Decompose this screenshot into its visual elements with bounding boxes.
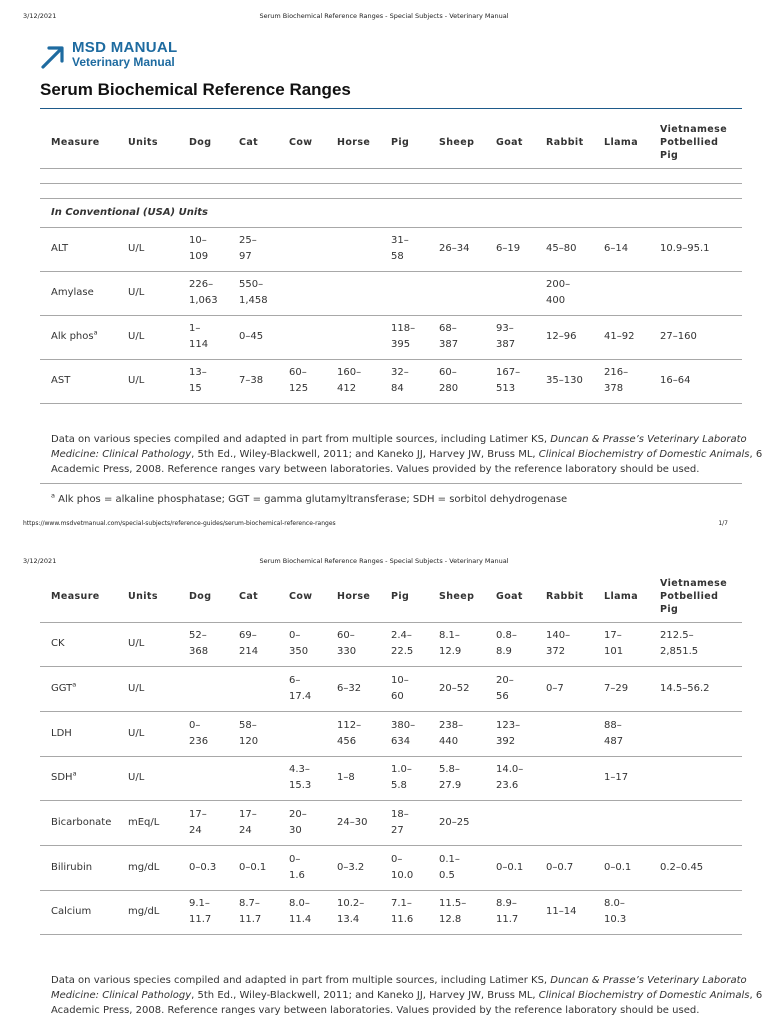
col-header-vpp-line1: Vietnamese <box>660 123 728 135</box>
footnote-marker: a <box>93 328 98 337</box>
source-note-text: Academic Press, 2008. Reference ranges vary between laboratories. Values provided by the reference laboratory should be used. <box>51 464 700 475</box>
cell-units: U/L <box>124 667 185 712</box>
cell-dog: 0–0.3 <box>185 845 235 890</box>
source-note-text: Data on various species compiled and adapted in part from multiple sources, including Latimer KS, <box>51 975 551 986</box>
cell-goat: 14.0– 23.6 <box>492 756 542 801</box>
table-row <box>40 271 742 315</box>
cell-vpp: 14.5–56.2 <box>656 667 742 712</box>
cell-goat: 20– 56 <box>492 667 542 712</box>
cell-rabbit: 140– 372 <box>542 622 600 667</box>
cell-vpp: 16–64 <box>656 359 742 403</box>
source-note-text: Data on various species compiled and adapted in part from multiple sources, including Latimer KS, <box>51 434 551 445</box>
cell-units: mg/dL <box>124 845 185 890</box>
cell-units: U/L <box>124 315 185 359</box>
col-header-dog: Dog <box>185 117 235 168</box>
cell-rabbit <box>542 756 600 801</box>
cell-cat: 25– 97 <box>235 227 285 271</box>
table-row <box>40 801 742 846</box>
cell-measure: Alk phos$^a$ <box>40 315 124 359</box>
cell-rabbit <box>542 711 600 756</box>
col-header-vpp-line3: Pig <box>660 603 679 615</box>
cell-dog: 17– 24 <box>185 801 235 846</box>
footnote-divider <box>40 483 742 484</box>
cell-horse: 24–30 <box>333 801 387 846</box>
cell-goat: 8.9– 11.7 <box>492 890 542 935</box>
cell-measure: LDH <box>40 711 124 756</box>
col-header-goat: Goat <box>492 571 542 622</box>
cell-horse <box>333 227 387 271</box>
cell-cat: 7–38 <box>235 359 285 403</box>
col-header-vpp-line1: Vietnamese <box>660 577 728 589</box>
cell-vpp <box>656 711 742 756</box>
cell-measure: CK <box>40 622 124 667</box>
cell-dog <box>185 667 235 712</box>
cell-goat: 123– 392 <box>492 711 542 756</box>
section-label: In Conventional (USA) Units <box>40 198 742 227</box>
footnote-marker: a <box>72 770 77 779</box>
cell-pig: 10– 60 <box>387 667 435 712</box>
cell-horse: 160– 412 <box>333 359 387 403</box>
table-row <box>40 756 742 801</box>
cell-goat: 6–19 <box>492 227 542 271</box>
print-date: 3/12/2021 <box>23 557 57 565</box>
cell-horse: 60– 330 <box>333 622 387 667</box>
table-row <box>40 227 742 271</box>
cell-measure: Bicarbonate <box>40 801 124 846</box>
cell-llama: 7–29 <box>600 667 656 712</box>
cell-units: U/L <box>124 711 185 756</box>
cell-cow <box>285 711 333 756</box>
cell-sheep: 0.1– 0.5 <box>435 845 492 890</box>
cell-horse: 0–3.2 <box>333 845 387 890</box>
col-header-goat: Goat <box>492 117 542 168</box>
cell-cow <box>285 315 333 359</box>
cell-measure: GGT$^a$ <box>40 667 124 712</box>
section-row <box>40 198 742 227</box>
cell-dog <box>185 756 235 801</box>
source-note-book-title: Duncan & Prasse’s Veterinary Laborato <box>550 434 747 445</box>
footnote-marker: a <box>51 491 55 500</box>
col-header-vietnamese-potbellied-pig <box>656 117 742 168</box>
table-spacer-row <box>40 183 742 198</box>
cell-sheep: 20–25 <box>435 801 492 846</box>
cell-measure: Bilirubin <box>40 845 124 890</box>
col-header-rabbit: Rabbit <box>542 117 600 168</box>
table-header-row <box>40 571 742 622</box>
cell-measure: ALT <box>40 227 124 271</box>
print-title: Serum Biochemical Reference Ranges - Special Subjects - Veterinary Manual <box>259 12 509 20</box>
cell-llama <box>600 271 656 315</box>
source-note-text: , 5th Ed., Wiley-Blackwell, 2011; and Kaneko JJ, Harvey JW, Bruss ML, <box>191 449 539 460</box>
cell-pig: 0– 10.0 <box>387 845 435 890</box>
cell-vpp: 10.9–95.1 <box>656 227 742 271</box>
cell-goat <box>492 801 542 846</box>
cell-llama: 1–17 <box>600 756 656 801</box>
table-row <box>40 711 742 756</box>
footnote-text: Alk phos = alkaline phosphatase; GGT = gamma glutamyltransferase; SDH = sorbitol dehydrogenase <box>54 494 568 505</box>
cell-pig: 18– 27 <box>387 801 435 846</box>
cell-llama: 8.0– 10.3 <box>600 890 656 935</box>
col-header-cow: Cow <box>285 117 333 168</box>
cell-cat <box>235 756 285 801</box>
cell-vpp: 212.5– 2,851.5 <box>656 622 742 667</box>
print-page-number: 1/7 <box>718 520 728 527</box>
cell-llama: 88– 487 <box>600 711 656 756</box>
cell-sheep: 11.5– 12.8 <box>435 890 492 935</box>
cell-sheep <box>435 271 492 315</box>
cell-rabbit: 0–7 <box>542 667 600 712</box>
cell-cow: 4.3– 15.3 <box>285 756 333 801</box>
col-header-cat: Cat <box>235 117 285 168</box>
cell-goat: 93– 387 <box>492 315 542 359</box>
source-note-book-title-2: Clinical Biochemistry of Domestic Animals <box>538 990 750 1001</box>
page-title: Serum Biochemical Reference Ranges <box>40 80 351 99</box>
col-header-vpp-line3: Pig <box>660 149 679 161</box>
cell-pig: 31– 58 <box>387 227 435 271</box>
source-note-text: , 6 <box>749 990 763 1001</box>
reference-table-part2 <box>40 571 742 935</box>
cell-cow <box>285 227 333 271</box>
cell-dog: 0– 236 <box>185 711 235 756</box>
logo-text-veterinary-manual: Veterinary Manual <box>72 55 175 69</box>
source-note <box>51 973 763 1018</box>
cell-cow: 0– 350 <box>285 622 333 667</box>
cell-cat <box>235 667 285 712</box>
cell-rabbit: 0–0.7 <box>542 845 600 890</box>
cell-units: mEq/L <box>124 801 185 846</box>
cell-cow: 6– 17.4 <box>285 667 333 712</box>
print-header <box>0 545 768 565</box>
cell-vpp: 27–160 <box>656 315 742 359</box>
cell-cat: 0–0.1 <box>235 845 285 890</box>
cell-llama: 0–0.1 <box>600 845 656 890</box>
logo-text-msd-manual: MSD MANUAL <box>72 39 178 56</box>
table-row <box>40 359 742 403</box>
cell-rabbit: 12–96 <box>542 315 600 359</box>
cell-sheep: 8.1– 12.9 <box>435 622 492 667</box>
col-header-rabbit: Rabbit <box>542 571 600 622</box>
source-note-book-subtitle: Medicine: Clinical Pathology <box>51 990 192 1001</box>
cell-vpp: 0.2–0.45 <box>656 845 742 890</box>
cell-rabbit: 11–14 <box>542 890 600 935</box>
cell-sheep: 238– 440 <box>435 711 492 756</box>
table-row <box>40 845 742 890</box>
print-date: 3/12/2021 <box>23 12 57 20</box>
cell-cat: 550– 1,458 <box>235 271 285 315</box>
cell-rabbit: 200– 400 <box>542 271 600 315</box>
cell-sheep: 26–34 <box>435 227 492 271</box>
cell-measure: SDH$^a$ <box>40 756 124 801</box>
cell-pig: 2.4– 22.5 <box>387 622 435 667</box>
col-header-dog: Dog <box>185 571 235 622</box>
cell-cow: 60– 125 <box>285 359 333 403</box>
cell-sheep: 68– 387 <box>435 315 492 359</box>
col-header-vietnamese-potbellied-pig <box>656 571 742 622</box>
cell-horse: 10.2– 13.4 <box>333 890 387 935</box>
col-header-measure: Measure <box>40 571 124 622</box>
cell-goat: 0.8– 8.9 <box>492 622 542 667</box>
cell-rabbit: 45–80 <box>542 227 600 271</box>
col-header-llama: Llama <box>600 117 656 168</box>
cell-llama: 6–14 <box>600 227 656 271</box>
cell-cow: 8.0– 11.4 <box>285 890 333 935</box>
source-note-text: , 5th Ed., Wiley-Blackwell, 2011; and Kaneko JJ, Harvey JW, Bruss ML, <box>191 990 539 1001</box>
cell-pig: 7.1– 11.6 <box>387 890 435 935</box>
col-header-sheep: Sheep <box>435 117 492 168</box>
print-title: Serum Biochemical Reference Ranges - Special Subjects - Veterinary Manual <box>259 557 509 565</box>
cell-llama: 17– 101 <box>600 622 656 667</box>
source-note-book-title-2: Clinical Biochemistry of Domestic Animals <box>538 449 750 460</box>
msd-arrow-icon <box>40 44 66 70</box>
cell-cat: 69– 214 <box>235 622 285 667</box>
cell-vpp <box>656 271 742 315</box>
cell-dog: 13– 15 <box>185 359 235 403</box>
col-header-horse: Horse <box>333 571 387 622</box>
cell-rabbit: 35–130 <box>542 359 600 403</box>
cell-goat <box>492 271 542 315</box>
col-header-pig: Pig <box>387 571 435 622</box>
title-divider <box>40 108 742 109</box>
cell-sheep: 20–52 <box>435 667 492 712</box>
print-url: https://www.msdvetmanual.com/special-subjects/reference-guides/serum-biochemical-reference-ranges <box>23 520 336 527</box>
cell-vpp <box>656 801 742 846</box>
cell-measure: Amylase <box>40 271 124 315</box>
cell-rabbit <box>542 801 600 846</box>
cell-llama: 41–92 <box>600 315 656 359</box>
cell-dog: 9.1– 11.7 <box>185 890 235 935</box>
cell-pig <box>387 271 435 315</box>
source-note-book-subtitle: Medicine: Clinical Pathology <box>51 449 192 460</box>
cell-dog: 226– 1,063 <box>185 271 235 315</box>
table-header-row <box>40 117 742 168</box>
print-header <box>0 0 768 20</box>
cell-pig: 380– 634 <box>387 711 435 756</box>
col-header-llama: Llama <box>600 571 656 622</box>
cell-cat: 8.7– 11.7 <box>235 890 285 935</box>
cell-units: U/L <box>124 227 185 271</box>
table-row <box>40 890 742 935</box>
cell-vpp <box>656 756 742 801</box>
table-spacer-row <box>40 168 742 183</box>
table-row <box>40 622 742 667</box>
col-header-cat: Cat <box>235 571 285 622</box>
cell-units: U/L <box>124 756 185 801</box>
col-header-units: Units <box>124 117 185 168</box>
col-header-horse: Horse <box>333 117 387 168</box>
cell-horse <box>333 271 387 315</box>
cell-units: U/L <box>124 271 185 315</box>
cell-units: U/L <box>124 359 185 403</box>
cell-units: mg/dL <box>124 890 185 935</box>
col-header-vpp-line2: Potbellied <box>660 136 719 148</box>
source-note-book-title: Duncan & Prasse’s Veterinary Laborato <box>550 975 747 986</box>
table-row <box>40 315 742 359</box>
source-note-text: Academic Press, 2008. Reference ranges vary between laboratories. Values provided by the reference laboratory should be used. <box>51 1005 700 1016</box>
col-header-vpp-line2: Potbellied <box>660 590 719 602</box>
footnote-marker: a <box>72 680 77 689</box>
cell-cat: 58– 120 <box>235 711 285 756</box>
table-row <box>40 667 742 712</box>
cell-cat: 0–45 <box>235 315 285 359</box>
reference-table-part1 <box>40 117 742 404</box>
cell-measure: Calcium <box>40 890 124 935</box>
source-note-text: , 6 <box>749 449 763 460</box>
cell-horse: 6–32 <box>333 667 387 712</box>
cell-sheep: 5.8– 27.9 <box>435 756 492 801</box>
cell-cow <box>285 271 333 315</box>
cell-goat: 0–0.1 <box>492 845 542 890</box>
cell-horse: 112– 456 <box>333 711 387 756</box>
cell-sheep: 60– 280 <box>435 359 492 403</box>
footnote <box>51 491 568 505</box>
cell-dog: 1– 114 <box>185 315 235 359</box>
col-header-measure: Measure <box>40 117 124 168</box>
cell-pig: 118– 395 <box>387 315 435 359</box>
cell-dog: 52– 368 <box>185 622 235 667</box>
cell-cat: 17– 24 <box>235 801 285 846</box>
cell-pig: 32– 84 <box>387 359 435 403</box>
cell-cow: 0– 1.6 <box>285 845 333 890</box>
cell-units: U/L <box>124 622 185 667</box>
cell-pig: 1.0– 5.8 <box>387 756 435 801</box>
cell-horse: 1–8 <box>333 756 387 801</box>
col-header-cow: Cow <box>285 571 333 622</box>
cell-llama <box>600 801 656 846</box>
cell-measure: AST <box>40 359 124 403</box>
col-header-sheep: Sheep <box>435 571 492 622</box>
cell-llama: 216– 378 <box>600 359 656 403</box>
cell-goat: 167– 513 <box>492 359 542 403</box>
col-header-units: Units <box>124 571 185 622</box>
cell-cow: 20– 30 <box>285 801 333 846</box>
cell-vpp <box>656 890 742 935</box>
source-note <box>51 432 763 477</box>
cell-dog: 10– 109 <box>185 227 235 271</box>
cell-horse <box>333 315 387 359</box>
col-header-pig: Pig <box>387 117 435 168</box>
